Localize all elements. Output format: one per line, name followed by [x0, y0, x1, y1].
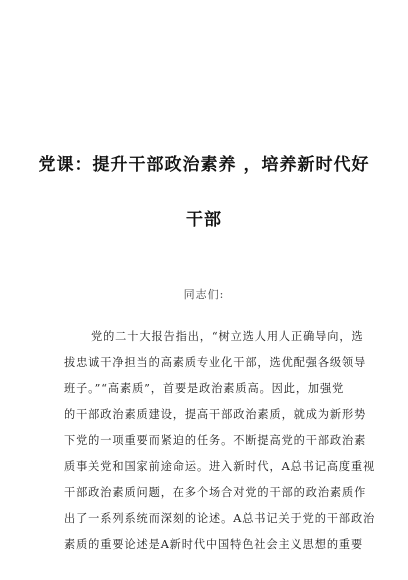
body-line: 拔忠诚干净担当的高素质专业化干部，选优配强各级领导	[64, 356, 367, 369]
document-title-line-1: 党课：提升干部政治素养 ，培养新时代好	[38, 155, 370, 175]
salutation: 同志们:	[183, 288, 225, 301]
body-line: 干部政治素质问题，在多个场合对党的干部的政治素质作	[64, 486, 367, 499]
document-title-line-2: 干部	[186, 210, 222, 230]
body-line: 班子。”“高素质”，首要是政治素质高。因此，加强党	[64, 382, 345, 395]
body-line: 质事关党和国家前途命运。进入新时代，A总书记高度重视	[64, 460, 376, 473]
body-line: 的干部政治素质建设，提高干部政治素质，就成为新形势	[64, 408, 367, 421]
body-line: 出了一系列系统而深刻的论述。A总书记关于党的干部政治	[64, 512, 376, 525]
body-line: 下党的一项重要而紧迫的任务。不断提高党的干部政治素	[64, 434, 367, 447]
body-line: 党的二十大报告指出，“树立选人用人正确导向，选	[91, 330, 364, 343]
body-line: 素质的重要论述是A新时代中国特色社会主义思想的重要	[64, 538, 364, 551]
